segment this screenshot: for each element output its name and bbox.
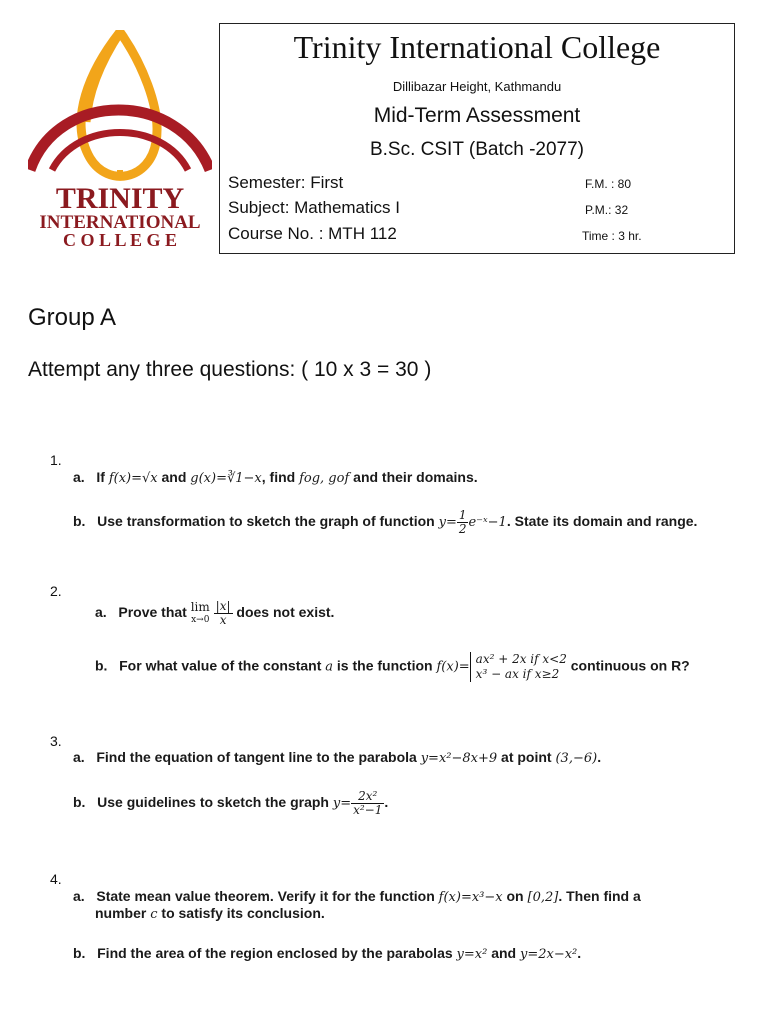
denominator: 2 (458, 522, 467, 536)
piece-case: ax² + 2x if x<2 (475, 652, 567, 666)
group-heading: Group A (28, 304, 117, 331)
question-4b (73, 945, 581, 962)
question-text: at point (497, 749, 556, 765)
item-label: b. (95, 657, 108, 674)
math-expression: a (325, 659, 334, 675)
math-expression: (3,−6) (555, 751, 598, 766)
piece-case: x³ − ax if x≥2 (475, 667, 560, 681)
question-text: and (487, 945, 520, 961)
question-text: continuous on R? (566, 657, 690, 674)
question-number: 4. (50, 871, 62, 887)
question-text: State mean value theorem. Verify it for the function (96, 888, 439, 904)
question-text: . (597, 749, 602, 765)
question-text: to satisfy its conclusion. (157, 905, 325, 921)
math-expression: g(x)=∛1−x (190, 471, 262, 486)
logo-text-college: C O L L E G E (62, 230, 178, 250)
fraction (214, 600, 233, 627)
subject: Subject: Mathematics I (228, 198, 400, 217)
math-expression: y= (332, 796, 352, 812)
question-number: 3. (50, 733, 62, 749)
question-text: does not exist. (232, 604, 335, 621)
question-4a (73, 888, 641, 905)
numerator: 1 (458, 508, 467, 522)
math-expression: fog, gof (299, 471, 350, 486)
piecewise-function (470, 652, 567, 682)
question-text: Prove that (118, 604, 191, 621)
question-number: 2. (50, 583, 62, 599)
math-expression: y=x²−8x+9 (420, 751, 498, 766)
question-text: number (95, 905, 151, 921)
question-text: If (96, 469, 109, 485)
exam-time: Time : 3 hr. (582, 229, 642, 243)
math-expression: y=2x−x² (519, 947, 578, 962)
fraction (457, 509, 469, 536)
numerator: |x| (215, 599, 231, 613)
question-2b (95, 652, 690, 682)
college-logo (28, 30, 212, 250)
semester: Semester: First (228, 173, 344, 192)
question-3b (73, 790, 388, 817)
full-marks: F.M. : 80 (585, 177, 632, 191)
question-3a (73, 749, 601, 766)
item-label: b. (73, 513, 86, 530)
college-address: Dillibazar Height, Kathmandu (392, 79, 562, 94)
fraction (351, 790, 384, 817)
exam-header (219, 23, 735, 254)
item-label: a. (73, 469, 85, 485)
limit-operator (191, 601, 210, 627)
question-text: . (384, 794, 389, 811)
numerator: 2x² (351, 790, 384, 804)
question-2a (95, 600, 334, 627)
question-text: Use guidelines to sketch the graph (97, 794, 333, 811)
program-name: B.Sc. CSIT (Batch -2077) (369, 139, 584, 160)
denominator: x (219, 613, 227, 627)
pass-marks: P.M.: 32 (585, 203, 629, 217)
math-expression: f(x)= (436, 659, 470, 675)
item-label: a. (73, 749, 85, 765)
item-label: a. (95, 604, 107, 621)
math-expression: y= (438, 515, 457, 531)
question-text: and (157, 469, 191, 485)
question-1a (73, 469, 478, 486)
exam-title: Mid-Term Assessment (373, 104, 581, 127)
limit-subscript: x→0 (191, 614, 210, 625)
question-number: 1. (50, 452, 62, 468)
college-name: Trinity International College (293, 29, 661, 65)
limit-label: lim (190, 599, 210, 614)
question-text: . State its domain and range. (506, 513, 698, 530)
question-text: Use transformation to sketch the graph of function (97, 513, 439, 530)
question-4a-continued (95, 905, 325, 922)
math-expression: f(x)=x³−x (438, 890, 503, 905)
math-expression: y=x² (456, 947, 488, 962)
question-text: Find the equation of tangent line to the parabola (96, 749, 421, 765)
question-1b (73, 509, 697, 536)
item-label: a. (73, 888, 85, 904)
question-text: on (502, 888, 528, 904)
trinity-knot-icon (28, 30, 212, 250)
item-label: b. (73, 794, 86, 811)
math-expression: f(x)=√x (108, 471, 158, 486)
logo-text-international: INTERNATIONAL (39, 212, 201, 233)
instruction-text: Attempt any three questions: ( 10 x 3 = 30 ) (28, 358, 432, 381)
question-text: For what value of the constant (119, 657, 326, 674)
denominator: x²−1 (353, 803, 383, 817)
question-text: . Then find a (558, 888, 641, 904)
question-text: Find the area of the region enclosed by the parabolas (97, 945, 457, 961)
question-text: , find (261, 469, 300, 485)
question-text: is the function (333, 657, 437, 674)
math-expression: e⁻ˣ−1 (468, 515, 507, 531)
logo-text-trinity: TRINITY (55, 182, 185, 215)
question-text: . (577, 945, 582, 961)
math-expression: [0,2] (527, 890, 559, 905)
course-number: Course No. : MTH 112 (228, 224, 397, 243)
math-expression: c (150, 907, 158, 922)
question-text: and their domains. (349, 469, 478, 485)
item-label: b. (73, 945, 86, 961)
